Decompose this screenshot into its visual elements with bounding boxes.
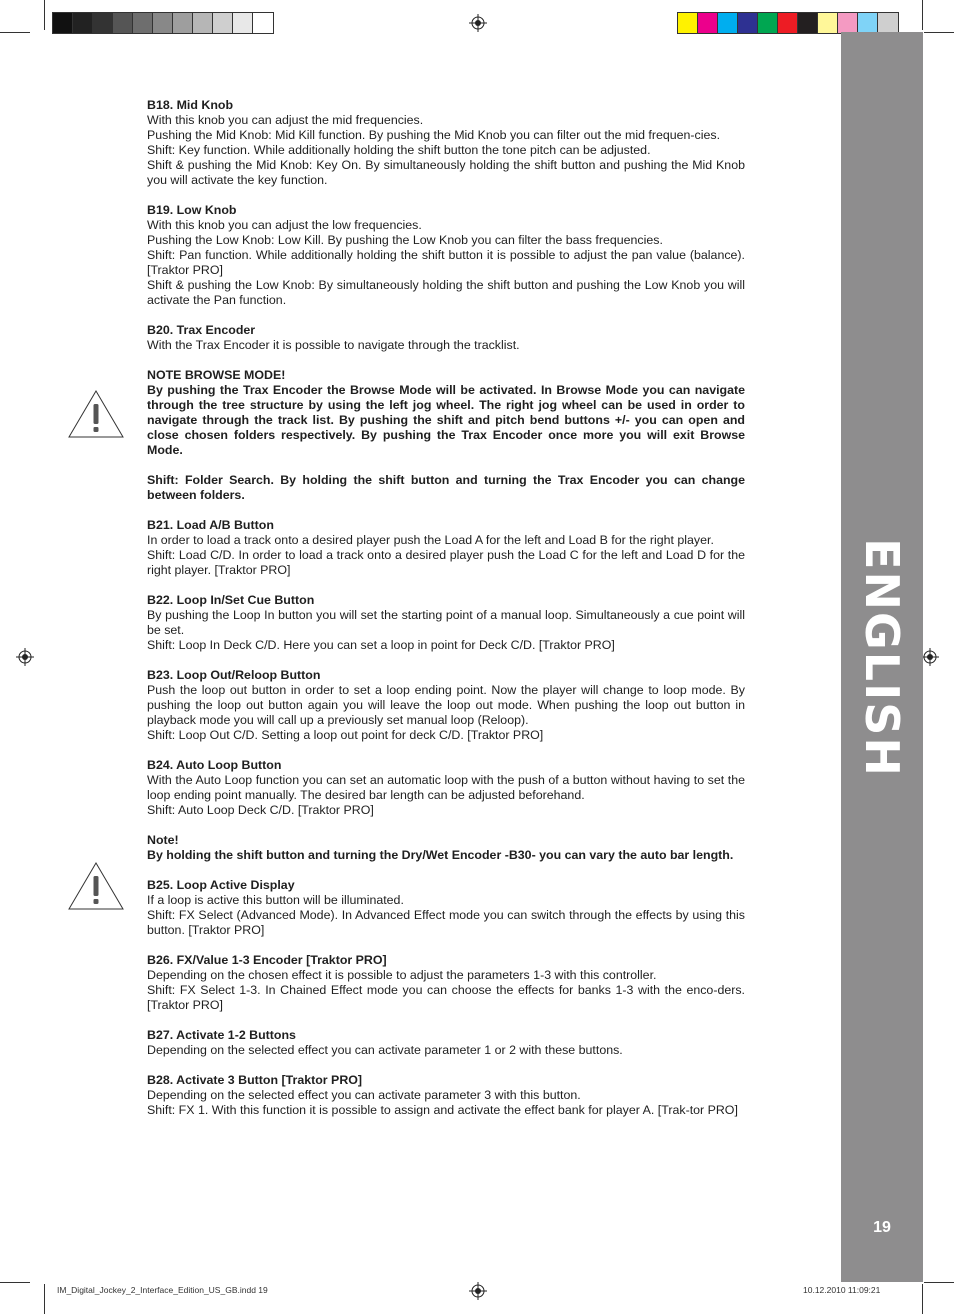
crop-mark	[922, 1284, 923, 1314]
note-folder-search	[147, 473, 745, 503]
note-heading: Note!	[147, 833, 179, 847]
color-swatch	[173, 13, 193, 33]
page-number: 19	[873, 1219, 891, 1236]
section-heading: B22. Loop In/Set Cue Button	[147, 593, 315, 607]
section-text: Shift: Load C/D. In order to load a track onto a desired player push the Load C for the left and Load D for the right player. [Traktor PRO]	[147, 548, 745, 577]
language-label-text: ENGLISH	[855, 538, 910, 778]
color-swatch	[738, 13, 758, 33]
note-auto-bar-length	[147, 833, 745, 863]
section-b28	[147, 1073, 745, 1118]
color-swatch	[758, 13, 778, 33]
section-heading: B24. Auto Loop Button	[147, 758, 282, 772]
note-text: By pushing the Trax Encoder the Browse Mode will be activated. In Browse Mode you can navigate through the tree structure by using the left jog wheel. The right jog wheel can be used in order to navigate through the track list. By pushing the shift and pitch bend buttons +/- you can open and close chosen folders respectively. By pushing the Trax Encoder once more you will exit Browse Mode.	[147, 383, 745, 457]
language-label	[841, 538, 923, 778]
crop-mark	[44, 1284, 45, 1314]
crop-mark	[0, 1282, 30, 1283]
section-text: Pushing the Mid Knob: Mid Kill function. By pushing the Mid Knob you can filter out the mid frequen-cies.	[147, 128, 721, 142]
section-heading: B18. Mid Knob	[147, 98, 234, 112]
section-b18	[147, 98, 745, 188]
section-text: Shift: Pan function. While additionally holding the shift button it is possible to adjust the pan value (balance).[Traktor PRO]	[147, 248, 745, 277]
section-b21	[147, 518, 745, 578]
section-text: Depending on the chosen effect it is possible to adjust the parameters 1-3 with this controller.	[147, 968, 657, 982]
section-heading: B21. Load A/B Button	[147, 518, 274, 532]
color-swatch	[253, 13, 273, 33]
section-text: Shift: FX 1. With this function it is possible to assign and activate the effect bank for player A. [Trak-tor PRO]	[147, 1103, 738, 1117]
section-text: Shift: Loop In Deck C/D. Here you can set a loop in point for Deck C/D. [Traktor PRO]	[147, 638, 615, 652]
color-swatch	[233, 13, 253, 33]
section-heading: B25. Loop Active Display	[147, 878, 295, 892]
crop-mark	[924, 32, 954, 33]
registration-mark-icon	[469, 1282, 487, 1300]
section-heading: B26. FX/Value 1-3 Encoder [Traktor PRO]	[147, 953, 387, 967]
section-b27	[147, 1028, 745, 1058]
color-swatch	[133, 13, 153, 33]
section-b19	[147, 203, 745, 308]
section-text: Shift: Key function. While additionally holding the shift button the tone pitch can be adjusted.	[147, 143, 651, 157]
note-browse-mode	[147, 368, 745, 458]
section-text: If a loop is active this button will be illuminated.	[147, 893, 404, 907]
crop-mark	[0, 32, 30, 33]
section-text: In order to load a track onto a desired player push the Load A for the left and Load B for the right player.	[147, 533, 714, 547]
registration-mark-icon	[921, 648, 939, 666]
color-swatch	[718, 13, 738, 33]
section-text: With this knob you can adjust the mid frequencies.	[147, 113, 424, 127]
section-text: With the Trax Encoder it is possible to navigate through the tracklist.	[147, 338, 520, 352]
section-b20	[147, 323, 745, 353]
color-swatch	[113, 13, 133, 33]
color-swatch	[678, 13, 698, 33]
note-text: Shift: Folder Search. By holding the shift button and turning the Trax Encoder you can change between folders.	[147, 473, 745, 502]
grayscale-color-bar	[52, 12, 274, 34]
color-swatch	[53, 13, 73, 33]
footer-timestamp: 10.12.2010 11:09:21	[803, 1285, 881, 1295]
color-swatch	[878, 13, 898, 33]
color-swatch	[93, 13, 113, 33]
section-text: Shift: Auto Loop Deck C/D. [Traktor PRO]	[147, 803, 374, 817]
cmyk-color-bar	[677, 12, 899, 34]
section-b25	[147, 878, 745, 938]
registration-mark-icon	[469, 14, 487, 32]
color-swatch	[838, 13, 858, 33]
color-swatch	[213, 13, 233, 33]
section-text: By pushing the Loop In button you will set the starting point of a manual loop. Simultaneously a cue point will be set.	[147, 608, 745, 637]
color-swatch	[778, 13, 798, 33]
section-b22	[147, 593, 745, 653]
section-text: With this knob you can adjust the low frequencies.	[147, 218, 422, 232]
color-swatch	[698, 13, 718, 33]
section-text: Shift & pushing the Mid Knob: Key On. By simultaneously holding the shift button and pushing the Mid Knob you will activate the key function.	[147, 158, 745, 187]
color-swatch	[73, 13, 93, 33]
section-heading: B20. Trax Encoder	[147, 323, 256, 337]
section-text: Shift: FX Select 1-3. In Chained Effect mode you can choose the effects for banks 1-3 with the enco-ders. [Traktor PRO]	[147, 983, 745, 1012]
color-swatch	[798, 13, 818, 33]
color-swatch	[818, 13, 838, 33]
section-text: Shift: Loop Out C/D. Setting a loop out point for deck C/D. [Traktor PRO]	[147, 728, 544, 742]
section-text: Shift: FX Select (Advanced Mode). In Advanced Effect mode you can switch through the effects by using this button. [Traktor PRO]	[147, 908, 745, 937]
footer-file-name: IM_Digital_Jockey_2_Interface_Edition_US_GB.indd 19	[57, 1285, 268, 1295]
color-swatch	[858, 13, 878, 33]
section-heading: B27. Activate 1-2 Buttons	[147, 1028, 296, 1042]
manual-content	[147, 98, 745, 1133]
note-heading: NOTE BROWSE MODE!	[147, 368, 286, 382]
section-text: Pushing the Low Knob: Low Kill. By pushing the Low Knob you can filter the bass frequencies.	[147, 233, 663, 247]
section-text: Depending on the selected effect you can activate parameter 3 with this button.	[147, 1088, 581, 1102]
warning-triangle-icon	[67, 861, 125, 911]
section-b26	[147, 953, 745, 1013]
crop-mark	[44, 0, 45, 30]
section-heading: B23. Loop Out/Reloop Button	[147, 668, 321, 682]
section-b23	[147, 668, 745, 743]
section-heading: B28. Activate 3 Button [Traktor PRO]	[147, 1073, 363, 1087]
section-text: Shift & pushing the Low Knob: By simultaneously holding the shift button and pushing the Low Knob you will activate the Pan function.	[147, 278, 745, 307]
note-text: By holding the shift button and turning the Dry/Wet Encoder -B30- you can vary the auto bar length.	[147, 848, 734, 862]
crop-mark	[922, 0, 923, 30]
section-b24	[147, 758, 745, 818]
color-swatch	[193, 13, 213, 33]
section-heading: B19. Low Knob	[147, 203, 237, 217]
crop-mark	[924, 1282, 954, 1283]
section-text: Depending on the selected effect you can activate parameter 1 or 2 with these buttons.	[147, 1043, 623, 1057]
section-text: With the Auto Loop function you can set an automatic loop with the push of a button without having to set the loop ending point manually. The desired bar length can be adjusted beforehand.	[147, 773, 745, 802]
warning-triangle-icon	[67, 389, 125, 439]
section-text: Push the loop out button in order to set a loop ending point. Now the player will change to loop mode. By pushing the loop out button again you will leave the loop out mode. When pushing the loop out button in playback mode you will call up a previously set manual loop (Reloop).	[147, 683, 745, 727]
color-swatch	[153, 13, 173, 33]
registration-mark-icon	[16, 648, 34, 666]
